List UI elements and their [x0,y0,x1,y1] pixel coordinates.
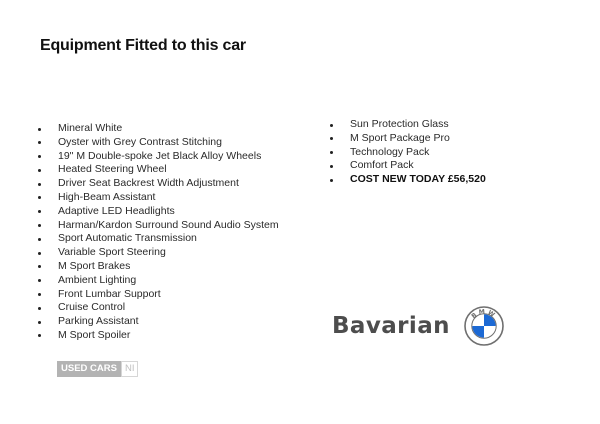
equipment-item: M Sport Spoiler [38,329,279,343]
equipment-item: Adaptive LED Headlights [38,205,279,219]
bmw-logo-letters: BMW [470,308,498,321]
page-title: Equipment Fitted to this car [40,37,246,54]
region-label: NI [121,361,139,377]
equipment-item: Front Lumbar Support [38,288,279,302]
equipment-item: Ambient Lighting [38,274,279,288]
used-cars-label: USED CARS [57,361,121,377]
equipment-item: Driver Seat Backrest Width Adjustment [38,177,279,191]
equipment-item: Parking Assistant [38,315,279,329]
bmw-roundel-icon [464,306,504,346]
dealer-logo [332,306,504,346]
equipment-list-left [38,122,279,343]
equipment-item: 19" M Double-spoke Jet Black Alloy Wheels [38,150,279,164]
equipment-item: Comfort Pack [330,159,486,173]
dealer-name: Bavarian [332,313,450,339]
equipment-list-right [330,118,486,187]
equipment-item: Technology Pack [330,146,486,160]
used-cars-badge [57,361,138,377]
equipment-item: Harman/Kardon Surround Sound Audio System [38,219,279,233]
equipment-item: Sun Protection Glass [330,118,486,132]
equipment-item: Sport Automatic Transmission [38,232,279,246]
equipment-item: Variable Sport Steering [38,246,279,260]
equipment-item: Heated Steering Wheel [38,163,279,177]
equipment-item: M Sport Brakes [38,260,279,274]
equipment-item: High-Beam Assistant [38,191,279,205]
equipment-item: Mineral White [38,122,279,136]
equipment-item: COST NEW TODAY £56,520 [330,173,486,187]
equipment-item: M Sport Package Pro [330,132,486,146]
equipment-item: Oyster with Grey Contrast Stitching [38,136,279,150]
equipment-item: Cruise Control [38,301,279,315]
